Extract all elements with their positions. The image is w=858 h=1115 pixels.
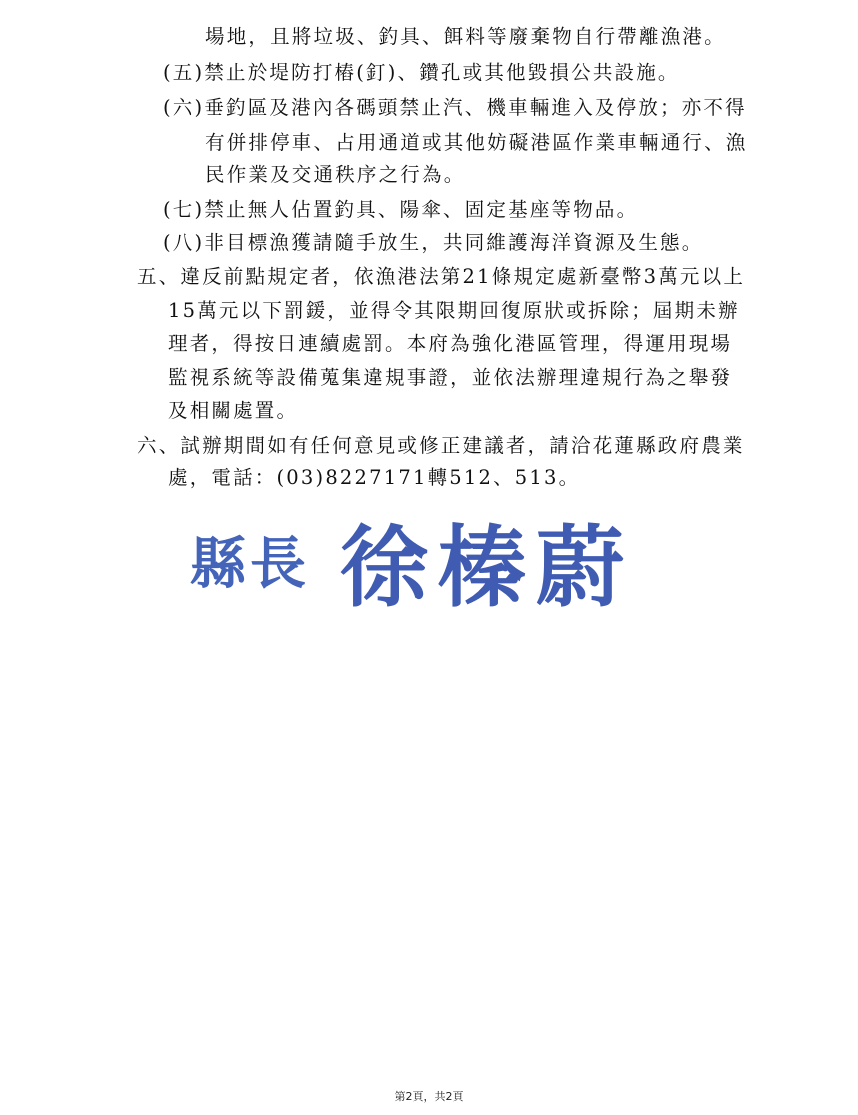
section-5-line-5: 及相關處置。 [168,399,299,422]
item-6-line-3: 民作業及交通秩序之行為。 [205,163,466,186]
signature-name: 徐榛蔚 [340,515,635,619]
item-6-line-1: (六)垂釣區及港內各碼頭禁止汽、機車輛進入及停放；亦不得 [163,96,747,119]
section-5-line-4: 監視系統等設備蒐集違規事證，並依法辦理違規行為之舉發 [168,366,733,389]
signature-title: 縣長 [190,531,310,597]
item-5-line: (五)禁止於堤防打樁(釘)、鑽孔或其他毀損公共設施。 [163,61,680,84]
magistrate-signature-stamp [190,498,670,619]
item-8-line: (八)非目標漁獲請隨手放生，共同維護海洋資源及生態。 [163,231,704,254]
section-6-line-1: 六、試辦期間如有任何意見或修正建議者，請洽花蓮縣政府農業 [137,434,745,457]
section-5-line-1: 五、違反前點規定者，依漁港法第21條規定處新臺幣3萬元以上 [137,265,746,288]
section-5-line-2: 15萬元以下罰鍰，並得令其限期回復原狀或拆除；屆期未辦 [168,299,740,322]
text-line-1: 場地，且將垃圾、釣具、餌料等廢棄物自行帶離漁港。 [205,25,726,48]
section-6-line-2: 處，電話：(03)8227171轉512、513。 [168,466,581,489]
page-number: 第2頁，共2頁 [394,1090,464,1103]
item-6-line-2: 有併排停車、占用通道或其他妨礙港區作業車輛通行、漁 [205,131,748,154]
item-7-line: (七)禁止無人佔置釣具、陽傘、固定基座等物品。 [163,198,639,221]
section-5-line-3: 理者，得按日連續處罰。本府為強化港區管理，得運用現場 [168,332,733,355]
